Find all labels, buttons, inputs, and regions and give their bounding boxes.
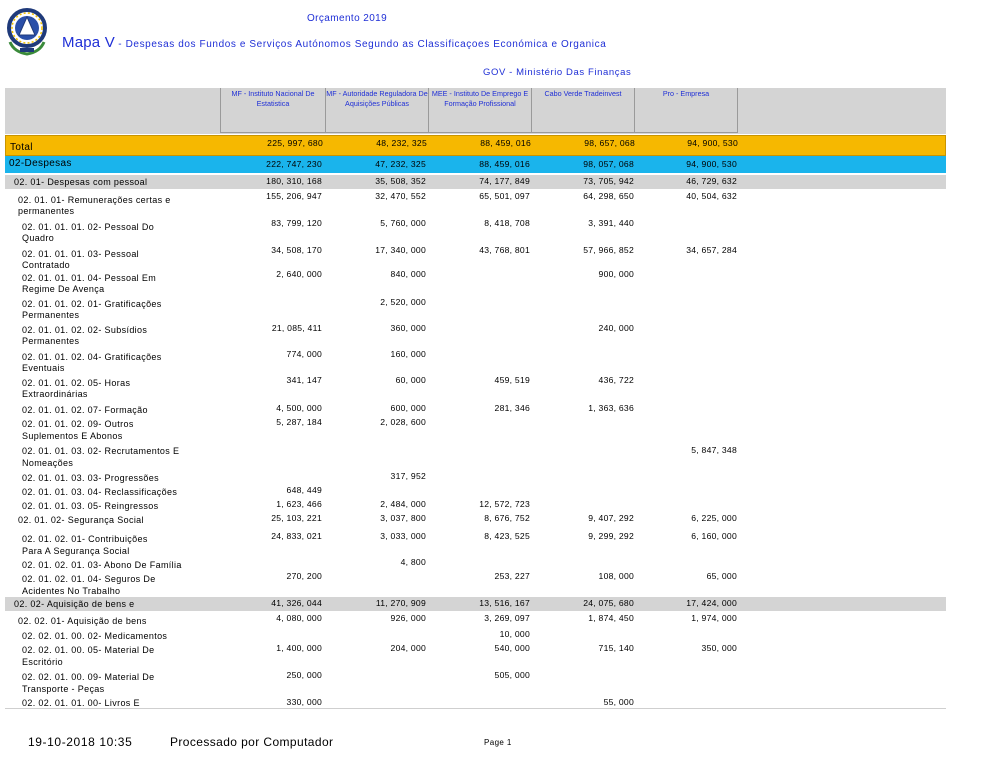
- row-value: 83, 799, 120: [271, 218, 322, 228]
- row-value: 180, 310, 168: [266, 176, 322, 186]
- despesas-value: 88, 459, 016: [479, 159, 530, 169]
- row-label: 02. 01. 01. 01. 02- Pessoal Do: [22, 222, 155, 232]
- row-value: 34, 508, 170: [271, 245, 322, 255]
- row-label: 02. 02. 01. 01. 00- Livros E: [22, 698, 140, 708]
- row-value: 6, 160, 000: [691, 531, 737, 541]
- row-label: 02. 02. 01. 00. 02- Medicamentos: [22, 631, 168, 641]
- row-value: 715, 140: [598, 643, 634, 653]
- footer-page-number: Page 1: [484, 738, 512, 747]
- row-value: 600, 000: [390, 403, 426, 413]
- row-value: 40, 504, 632: [686, 191, 737, 201]
- footer-timestamp: 19-10-2018 10:35: [28, 735, 133, 749]
- row-value: 3, 033, 000: [380, 531, 426, 541]
- despesas-value: 47, 232, 325: [375, 159, 426, 169]
- row-value: 155, 206, 947: [266, 191, 322, 201]
- row-value: 57, 966, 852: [583, 245, 634, 255]
- row-label-continued: Regime De Avença: [22, 284, 105, 294]
- footer-processed-note: Processado por Computador: [170, 735, 334, 749]
- row-value: 55, 000: [603, 697, 634, 707]
- row-value: 250, 000: [286, 670, 322, 680]
- row-value: 24, 833, 021: [271, 531, 322, 541]
- column-header-tradeinvest: Cabo Verde Tradeinvest: [531, 88, 635, 133]
- row-value: 65, 000: [706, 571, 737, 581]
- row-label-continued: Permanentes: [22, 310, 80, 320]
- row-value: 160, 000: [390, 349, 426, 359]
- page-divider: [5, 708, 946, 709]
- row-value: 5, 287, 184: [276, 417, 322, 427]
- map-description: - Despesas dos Fundos e Serviços Autónomos Segundo as Classificaçoes Económica e Organica: [114, 39, 607, 50]
- total-value: 94, 900, 530: [687, 138, 738, 148]
- row-label: 02. 01. 02- Segurança Social: [18, 515, 144, 525]
- despesas-value: 98, 057, 068: [583, 159, 634, 169]
- row-label: 02. 01. 01. 03. 03- Progressões: [22, 473, 159, 483]
- total-value: 88, 459, 016: [480, 138, 531, 148]
- row-label: 02. 01- Despesas com pessoal: [14, 177, 148, 187]
- row-value: 3, 391, 440: [588, 218, 634, 228]
- row-value: 74, 177, 849: [479, 176, 530, 186]
- row-label-continued: Para A Segurança Social: [22, 546, 130, 556]
- row-value: 270, 200: [286, 571, 322, 581]
- row-label: 02. 01. 01. 01. 03- Pessoal: [22, 249, 140, 259]
- row-value: 540, 000: [494, 643, 530, 653]
- total-value: 225, 997, 680: [267, 138, 323, 148]
- row-value: 64, 298, 650: [583, 191, 634, 201]
- row-value: 108, 000: [598, 571, 634, 581]
- row-value: 2, 484, 000: [380, 499, 426, 509]
- row-label: 02. 01. 01. 02. 09- Outros: [22, 419, 134, 429]
- coat-of-arms-logo: [4, 4, 50, 58]
- row-value: 24, 075, 680: [583, 598, 634, 608]
- row-value: 73, 705, 942: [583, 176, 634, 186]
- row-value: 9, 407, 292: [588, 513, 634, 523]
- row-label-continued: Contratado: [22, 260, 71, 270]
- row-label: 02. 02. 01. 00. 05- Material De: [22, 645, 155, 655]
- row-value: 8, 418, 708: [484, 218, 530, 228]
- row-value: 8, 423, 525: [484, 531, 530, 541]
- row-label-continued: permanentes: [18, 206, 75, 216]
- total-label: Total: [10, 142, 33, 153]
- row-value: 900, 000: [598, 269, 634, 279]
- table-row: [5, 597, 946, 611]
- row-value: 9, 299, 292: [588, 531, 634, 541]
- row-value: 8, 676, 752: [484, 513, 530, 523]
- row-value: 5, 847, 348: [691, 445, 737, 455]
- row-value: 5, 760, 000: [380, 218, 426, 228]
- row-value: 46, 729, 632: [686, 176, 737, 186]
- budget-year-title: Orçamento 2019: [307, 13, 388, 24]
- row-label-continued: Permanentes: [22, 336, 80, 346]
- row-value: 6, 225, 000: [691, 513, 737, 523]
- total-row: [5, 135, 946, 156]
- row-value: 1, 623, 466: [276, 499, 322, 509]
- row-value: 4, 500, 000: [276, 403, 322, 413]
- row-value: 4, 080, 000: [276, 613, 322, 623]
- row-value: 1, 974, 000: [691, 613, 737, 623]
- row-value: 330, 000: [286, 697, 322, 707]
- row-label-continued: Suplementos E Abonos: [22, 431, 123, 441]
- column-header-iefp: MEE - Instituto De Emprego E Formação Profissional: [428, 88, 532, 133]
- row-value: 281, 346: [494, 403, 530, 413]
- row-label: 02. 01. 02. 01. 04- Seguros De: [22, 574, 156, 584]
- row-value: 2, 520, 000: [380, 297, 426, 307]
- row-value: 60, 000: [395, 375, 426, 385]
- row-value: 4, 800: [400, 557, 426, 567]
- row-value: 648, 449: [286, 485, 322, 495]
- row-value: 21, 085, 411: [271, 323, 322, 333]
- despesas-row: [5, 156, 946, 173]
- row-label: 02. 01. 01. 03. 04- Reclassificações: [22, 487, 178, 497]
- row-label: 02. 01. 01- Remunerações certas e: [18, 195, 171, 205]
- row-value: 10, 000: [499, 629, 530, 639]
- row-value: 35, 508, 352: [375, 176, 426, 186]
- despesas-label: 02-Despesas: [9, 158, 72, 169]
- map-title: [62, 34, 606, 51]
- row-value: 253, 227: [494, 571, 530, 581]
- column-header-arap: MF - Autoridade Reguladora De Aquisições Públicas: [325, 88, 429, 133]
- row-value: 926, 000: [390, 613, 426, 623]
- row-value: 840, 000: [390, 269, 426, 279]
- row-label-continued: Escritório: [22, 657, 64, 667]
- despesas-value: 222, 747, 230: [266, 159, 322, 169]
- row-label: 02. 01. 01. 01. 04- Pessoal Em: [22, 273, 157, 283]
- row-label: 02. 01. 01. 02. 01- Gratificações: [22, 299, 162, 309]
- total-value: 48, 232, 325: [376, 138, 427, 148]
- row-value: 25, 103, 221: [271, 513, 322, 523]
- row-label: 02. 01. 01. 03. 05- Reingressos: [22, 501, 159, 511]
- row-label: 02. 01. 01. 02. 07- Formação: [22, 405, 148, 415]
- row-label-continued: Extraordinárias: [22, 389, 88, 399]
- row-value: 11, 270, 909: [375, 598, 426, 608]
- row-value: 2, 028, 600: [380, 417, 426, 427]
- row-label: 02. 01. 02. 01- Contribuições: [22, 534, 148, 544]
- row-label: 02. 02. 01. 00. 09- Material De: [22, 672, 155, 682]
- row-value: 65, 501, 097: [479, 191, 530, 201]
- row-value: 459, 519: [494, 375, 530, 385]
- row-value: 3, 269, 097: [484, 613, 530, 623]
- row-value: 204, 000: [390, 643, 426, 653]
- despesas-value: 94, 900, 530: [686, 159, 737, 169]
- row-value: 3, 037, 800: [380, 513, 426, 523]
- row-value: 41, 326, 044: [271, 598, 322, 608]
- row-value: 43, 768, 801: [479, 245, 530, 255]
- row-value: 1, 874, 450: [588, 613, 634, 623]
- map-number: Mapa V: [62, 34, 115, 51]
- row-label: 02. 01. 01. 03. 02- Recrutamentos E: [22, 446, 180, 456]
- column-header-ine: MF - Instituto Nacional De Estatistica: [220, 88, 326, 133]
- table-row: [5, 175, 946, 189]
- column-header-pro-empresa: Pro - Empresa: [634, 88, 738, 133]
- row-value: 240, 000: [598, 323, 634, 333]
- row-label-continued: Quadro: [22, 233, 55, 243]
- row-value: 360, 000: [390, 323, 426, 333]
- row-value: 17, 424, 000: [686, 598, 737, 608]
- row-value: 2, 640, 000: [276, 269, 322, 279]
- row-value: 13, 516, 167: [479, 598, 530, 608]
- row-label: 02. 02- Aquisição de bens e: [14, 599, 135, 609]
- row-value: 317, 952: [390, 471, 426, 481]
- row-label: 02. 01. 01. 02. 02- Subsídios: [22, 325, 148, 335]
- row-label: 02. 01. 02. 01. 03- Abono De Família: [22, 560, 182, 570]
- row-label-continued: Eventuais: [22, 363, 65, 373]
- row-label-continued: Nomeações: [22, 458, 74, 468]
- row-value: 436, 722: [598, 375, 634, 385]
- row-value: 32, 470, 552: [375, 191, 426, 201]
- row-label: 02. 01. 01. 02. 04- Gratificações: [22, 352, 162, 362]
- total-value: 98, 657, 068: [584, 138, 635, 148]
- row-value: 350, 000: [701, 643, 737, 653]
- row-label: 02. 02. 01- Aquisição de bens: [18, 616, 147, 626]
- row-value: 774, 000: [286, 349, 322, 359]
- row-value: 1, 400, 000: [276, 643, 322, 653]
- row-value: 1, 363, 636: [588, 403, 634, 413]
- ministry-label: GOV - Ministério Das Finanças: [483, 67, 632, 78]
- row-label: 02. 01. 01. 02. 05- Horas: [22, 378, 131, 388]
- row-value: 12, 572, 723: [479, 499, 530, 509]
- row-label-continued: Transporte - Peças: [22, 684, 105, 694]
- row-value: 17, 340, 000: [375, 245, 426, 255]
- row-label-continued: Acidentes No Trabalho: [22, 586, 121, 596]
- row-value: 505, 000: [494, 670, 530, 680]
- row-value: 34, 657, 284: [686, 245, 737, 255]
- row-value: 341, 147: [286, 375, 322, 385]
